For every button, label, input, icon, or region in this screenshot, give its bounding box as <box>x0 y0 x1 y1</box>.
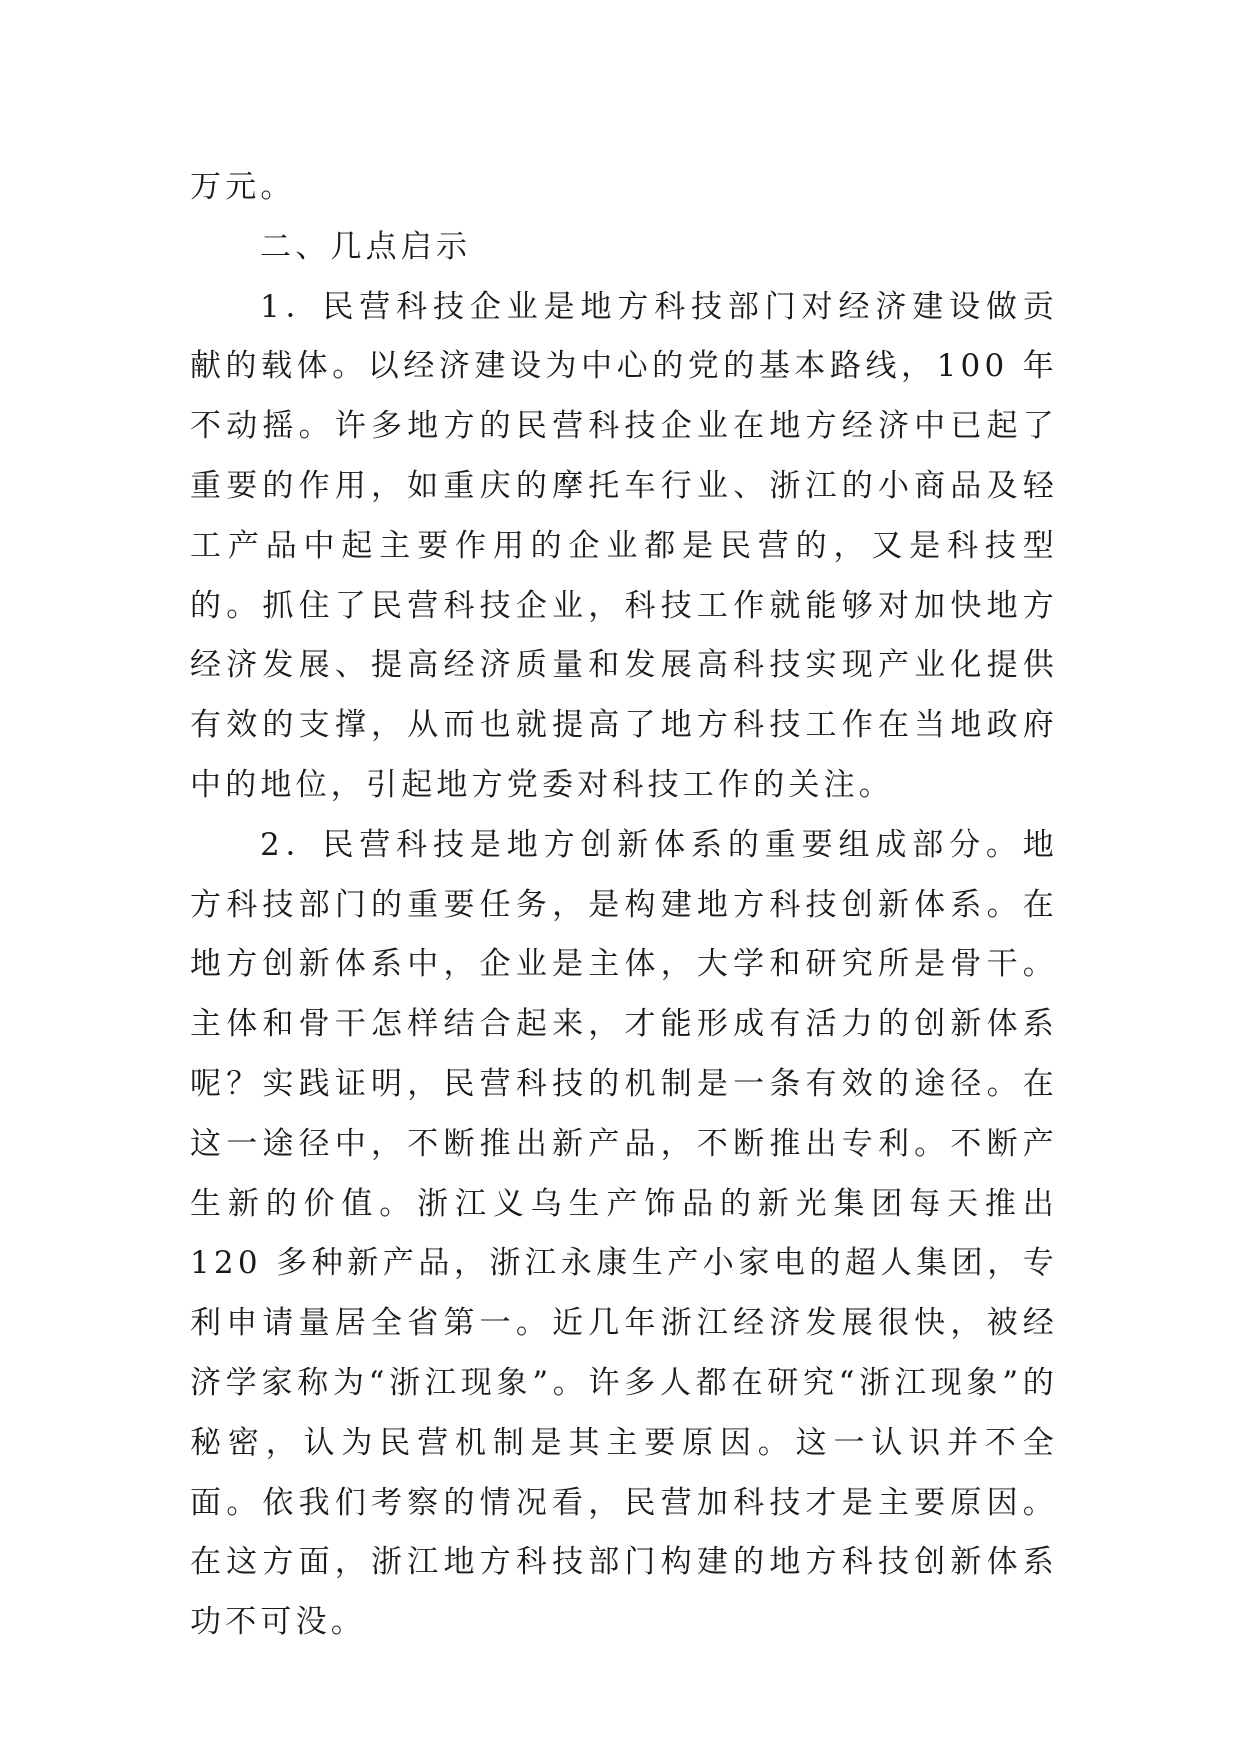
document-body <box>190 158 1058 1653</box>
paragraph-continuation: 万元。 <box>190 169 296 205</box>
paragraph-point-2: 2．民营科技是地方创新体系的重要组成部分。地方科技部门的重要任务，是构建地方科技创新体系。在地方创新体系中，企业是主体，大学和研究所是骨干。主体和骨干怎样结合起来，才能形成有活力的创新体系呢？实践证明，民营科技的机制是一条有效的途径。在这一途径中，不断推出新产品，不断推出专利。不断产生新的价值。浙江义乌生产饰品的新光集团每天推出 120 多种新产品，浙江永康生产小家电的超人集团，专利申请量居全省第一。近几年浙江经济发展很快，被经济学家称为“浙江现象”。许多人都在研究“浙江现象”的秘密，认为民营机制是其主要原因。这一认识并不全面。依我们考察的情况看，民营加科技才是主要原因。在这方面，浙江地方科技部门构建的地方科技创新体系功不可没。 <box>190 826 1058 1641</box>
section-heading: 二、几点启示 <box>260 228 472 265</box>
paragraph-point-1: 1．民营科技企业是地方科技部门对经济建设做贡献的载体。以经济建设为中心的党的基本路线，100 年不动摇。许多地方的民营科技企业在地方经济中已起了重要的作用，如重庆的摩托车行业、浙江的小商品及轻工产品中起主要作用的企业都是民营的，又是科技型的。抓住了民营科技企业，科技工作就能够对加快地方经济发展、提高经济质量和发展高科技实现产业化提供有效的支撑，从而也就提高了地方科技工作在当地政府中的地位，引起地方党委对科技工作的关注。 <box>190 288 1058 803</box>
